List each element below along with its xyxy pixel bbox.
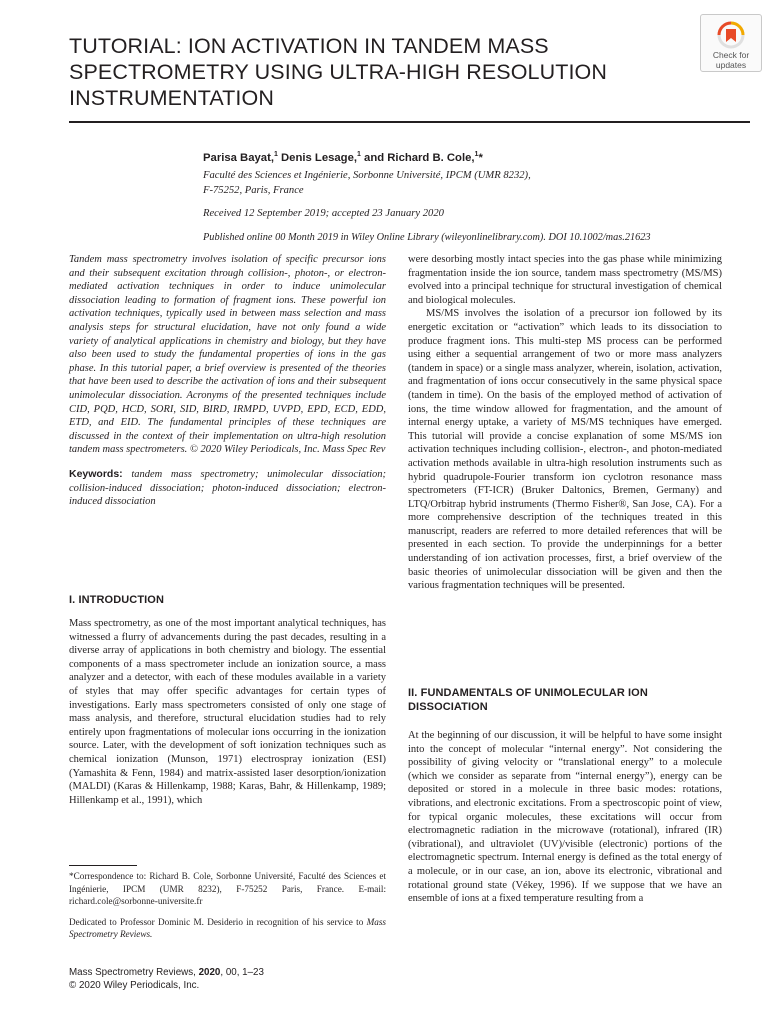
title-rule — [69, 121, 750, 123]
section-heading-introduction: I. INTRODUCTION — [69, 594, 164, 606]
journal-name: Mass Spectrometry Reviews, — [69, 967, 199, 978]
author-1: Parisa Bayat, — [203, 151, 274, 164]
abstract: Tandem mass spectrometry involves isolation of specific precursor ions and their subsequent excitation through collision-, photon-, or electron-mediated activation techniques in order to induce unimolecular dissociation leading to formation of fragment ions. These powerful ion activation techniques, typically used in between mass selection and mass analysis steps for structural elucidation, have not only found a wide variety of analytical applications in chemistry and biology, but they have also been used to study the fundamental properties of ions in the gas phase. In this tutorial paper, a brief overview is presented of the theories that have been used to describe the activation of ions and their subsequent unimolecular dissociation. Acronyms of the presented techniques include CID, PQD, HCD, SORI, SID, BIRD, IRMPD, UVPD, EPD, ECD, EDD, ETD, and EID. The fundamental principles of these techniques are discussed in the context of their implementation on ultra-high resolution tandem mass spectrometers. © 2020 Wiley Periodicals, Inc. Mass Spec Rev — [69, 254, 386, 456]
right-paragraph-2: MS/MS involves the isolation of a precursor ion followed by its energetic excitation or “activation” which leads to its dissociation to produce fragment ions. This multi-step MS process can be performed using either a sequential arrangement of two or more mass analyzers (tandem in space) or a single mass analyzer, wherein, isolation, activation, and fragmentation of ions occur consecutively in the same physical space (tandem in time). On the basis of the employed method of activation of ions, the time window allowed for fragmentation, and the amount of internal energy uptake, a variety of MS/MS techniques have emerged. This tutorial will provide a concise explanation of some MS/MS ion activation techniques including collision-, electron-, and photon-mediated activation methods available in ultra-high resolution instruments such as hybrid quadrupole-Fourier transform ion cyclotron resonance mass spectrometers (FT-ICR) (Bruker Daltonics, Bremen, Germany) and LTQ/Orbitrap hybrid instruments (Thermo Fisher®, San Jose, CA). For a more comprehensive description of the techniques treated in this manuscript, readers are referred to more detailed references that will be presented in each section. To provide the underpinnings for a better understanding of ion activation processes, first, a brief overview of the basic theories of unimolecular dissociation will be given and then the various fragmentation techniques will be presented. — [408, 308, 722, 592]
check-for-updates-icon — [716, 20, 746, 50]
dedication-note — [69, 916, 386, 941]
badge-text-line1: Check for — [712, 50, 750, 60]
journal-copyright: © 2020 Wiley Periodicals, Inc. — [69, 980, 200, 991]
badge-text-line2: updates — [715, 60, 747, 70]
keywords-label: Keywords: — [69, 467, 123, 480]
keywords-text: tandem mass spectrometry; unimolecular dissociation; collision-induced dissociation; photon-induced dissociation; electron-induced dissociation — [69, 468, 386, 508]
article-title: TUTORIAL: ION ACTIVATION IN TANDEM MASS SPECTROMETRY USING ULTRA-HIGH RESOLUTION INSTRUMENTATION — [69, 34, 607, 110]
footnote — [69, 870, 386, 941]
journal-footer — [69, 966, 469, 992]
introduction-paragraph: Mass spectrometry, as one of the most important analytical techniques, has witnessed a flurry of advancements during the past decades, resulting in a diverse array of applications in both chemistry and biology. The essential components of a mass spectrometer include an ionization source, a mass analyzer and a detector, with each of these modules available in a variety of styles that may offer specific advantages for certain types of investigations. Early mass spectrometers consisted of only one stage of mass analysis, and therefore, structural elucidation studies had to rely entirely upon fragmentations of molecular ions occurring in the ionization source. Later, with the development of soft ionization techniques such as chemical ionization (Munson, 1971) electrospray ionization (ESI) (Yamashita & Fenn, 1984) and matrix-assisted laser desorption/ionization (MALDI) (Karas & Hillenkamp, 1988; Karas, Bahr, & Hillenkamp, 1989; Hillenkamp et al., 1991), which — [69, 618, 386, 806]
dedication-journal: Mass Spectrometry Reviews. — [69, 916, 386, 939]
author-3: and Richard B. Cole, — [360, 151, 475, 164]
received-dates: Received 12 September 2019; accepted 23 January 2020 — [203, 208, 444, 219]
publication-info: Published online 00 Month 2019 in Wiley Online Library (wileyonlinelibrary.com). DOI 10.1002/mas.21623 — [203, 232, 651, 243]
fundamentals-paragraph: At the beginning of our discussion, it will be helpful to have some insight into the concept of molecular “internal energy”. Not considering the possibility of giving velocity or “translational energy” to a molecule (which we consider as separate from “internal energy”), energy can be deposited or stored in a molecule in three basic modes: rotations, vibrations, and electronic excitations. From a spectroscopic point of view, for typical organic molecules, these excitations will occur from electromagnetic radiation in the microwave (rotational), infrared (IR) (vibrational), and ultraviolet (UV)/visible (electronic) portions of the electromagnetic spectrum. Internal energy is defined as the total energy of a molecule, or in our case, an ion, above its electronic, vibrational and rotational ground state (Vékey, 1996). If we suppose that we have an ensemble of ions at a fixed temperature resulting from a — [408, 730, 722, 905]
affiliation — [203, 168, 623, 198]
corresponding-star: * — [478, 151, 483, 164]
journal-year: 2020 — [198, 967, 221, 978]
fundamentals-body — [408, 729, 722, 906]
dedication-text: Dedicated to Professor Dominic M. Desiderio in recognition of his service to — [69, 916, 367, 927]
section-heading-fundamentals: II. FUNDAMENTALS OF UNIMOLECULAR ION DISSOCIATION — [408, 687, 648, 713]
author-2: Denis Lesage, — [277, 151, 357, 164]
introduction-body — [69, 617, 386, 807]
fundamentals-heading-wrap — [408, 686, 722, 714]
left-column — [69, 253, 386, 509]
keywords — [69, 468, 386, 509]
affiliation-line2: F-75252, Paris, France — [203, 185, 304, 196]
author-list — [203, 151, 743, 164]
introduction-heading-wrap — [69, 593, 386, 607]
author-2-affil: 1 — [357, 151, 361, 158]
correspondence-note: *Correspondence to: Richard B. Cole, Sorbonne Université, Faculté des Sciences et Ingénierie, IPCM (UMR 8232), F-75252 Paris, France. E-mail: richard.cole@sorbonne-universite.fr — [69, 871, 386, 906]
affiliation-line1: Faculté des Sciences et Ingénierie, Sorbonne Université, IPCM (UMR 8232), — [203, 170, 531, 181]
journal-citation — [69, 966, 469, 979]
check-for-updates-badge[interactable] — [700, 14, 762, 72]
author-1-affil: 1 — [273, 151, 278, 158]
right-column — [408, 253, 722, 593]
footnote-rule — [69, 865, 137, 866]
right-paragraph-1: were desorbing mostly intact species into the gas phase while minimizing fragmentation inside the ion source, tandem mass spectrometry (MS/MS) evolved into a principal technique for structural investigation of chemical and biological molecules. — [408, 254, 722, 306]
author-3-affil: 1 — [474, 151, 479, 158]
journal-volume-pages: , 00, 1–23 — [220, 967, 264, 978]
